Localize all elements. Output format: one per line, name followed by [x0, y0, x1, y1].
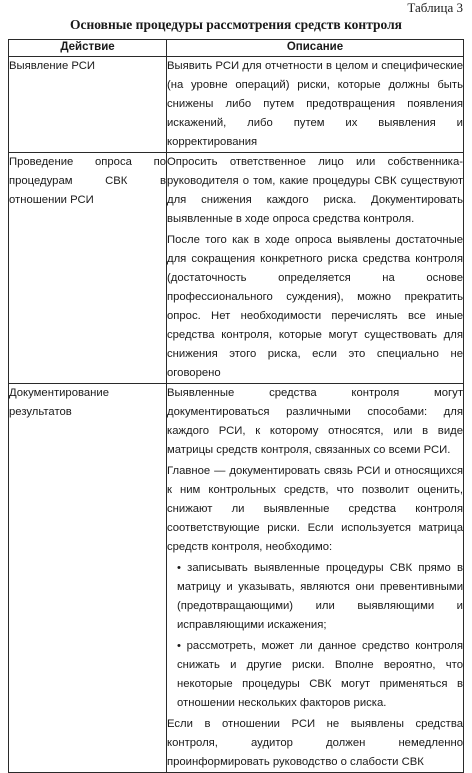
row-description [167, 384, 464, 773]
table-row [9, 57, 464, 153]
table-number: Таблица 3 [407, 0, 463, 15]
description-paragraph: Главное — документировать связь РСИ и относящихся к ним контрольных средств, что позволит оценить, снижают ли выявленные средства контроля соответствующие риски. Если используется матрица средств контроля, необходимо: [167, 465, 463, 553]
row-description [167, 57, 464, 153]
description-paragraph: Выявить РСИ для отчетности в целом и специфические (на уровне операций) риски, которые должны быть снижены либо путем предотвращения появления искажений, либо путем их выявления и корректирования [167, 60, 463, 148]
bullet-item: • рассмотреть, может ли данное средство контроля снижать и другие риски. Вполне вероятно, что некоторые процедуры СВК могут применяться в отношении нескольких факторов риска. [177, 640, 463, 709]
row-action: Проведение опроса по процедурам СВК в отношении РСИ [9, 153, 167, 384]
table-title: Основные процедуры рассмотрения средств контроля [70, 17, 402, 32]
description-paragraph: Опросить ответственное лицо или собственника-руководителя о том, какие процедуры СВК существуют для снижения каждого риска. Документировать выявленные в ходе опроса средства контроля. [167, 156, 463, 225]
row-action: Документирование результатов [9, 384, 167, 773]
header-description: Описание [167, 40, 464, 57]
row-description [167, 153, 464, 384]
table-header-row [9, 40, 464, 57]
bullet-item: • записывать выявленные процедуры СВК прямо в матрицу и указывать, являются они превентивными (предотвращающими) или выявляющими и исправляющими искажения; [177, 562, 463, 631]
table-row [9, 153, 464, 384]
row-action: Выявление РСИ [9, 57, 167, 153]
table-row [9, 384, 464, 773]
procedures-table [8, 39, 464, 773]
description-paragraph: Если в отношении РСИ не выявлены средства контроля, аудитор должен немедленно проинформировать руководство о слабости СВК [167, 718, 463, 768]
description-paragraph: Выявленные средства контроля могут документироваться различными способами: для каждого РСИ, к которому относятся, или в виде матрицы средств контроля, связанных со всеми РСИ. [167, 387, 463, 456]
description-paragraph: После того как в ходе опроса выявлены достаточные для сокращения конкретного риска средства контроля (достаточность определяется на основе профессионального суждения), можно прекратить опрос. Нет необходимости перечислять все иные средства контроля, которые могут существовать для снижения этого риска, если это специально не оговорено [167, 234, 463, 379]
header-action: Действие [9, 40, 167, 57]
